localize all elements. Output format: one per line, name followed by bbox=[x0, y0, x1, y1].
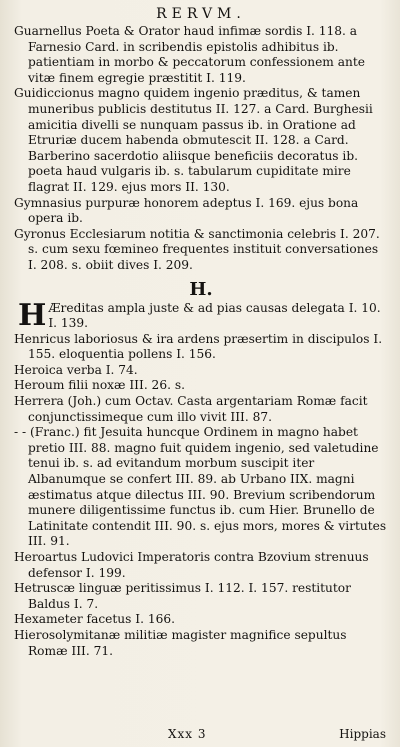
index-entry-first bbox=[14, 297, 388, 333]
index-entry: Gymnasius purpuræ honorem adeptus I. 169. ejus bona opera ib. bbox=[14, 195, 359, 226]
index-entry: Hierosolymitanæ militiæ magister magnifice sepultus Romæ III. 71. bbox=[14, 627, 347, 658]
index-entry-text: Æreditas ampla juste & ad pias causas delegata I. 10. I. 139. bbox=[48, 300, 381, 331]
entries-h-section bbox=[14, 297, 388, 660]
signature-mark: Xxx 3 bbox=[168, 727, 207, 741]
index-entry: Guarnellus Poeta & Orator haud infimæ sordis I. 118. a Farnesio Card. in scribendis epistolis adhibitus ib. patientiam in morbo & peccatorum confessionem ante vitæ finem egregie præstitit I. 119. bbox=[14, 24, 365, 85]
index-entry: Guidiccionus magno quidem ingenio præditus, & tamen muneribus publicis destitutus II. 127. a Card. Burghesii amicitia divelli se nunquam passus ib. in Oratione ad Etruriæ ducem habenda obmutescit II. 128. a Card. Barberino sacerdotio aliisque beneficiis decoratus ib. poeta haud vulgaris ib. s. tabularum cupiditate mire flagrat II. 129. ejus mors II. 130. bbox=[14, 86, 373, 194]
catchword: Hippias bbox=[339, 727, 386, 741]
index-entry: Herrera (Joh.) cum Octav. Casta argentariam Romæ facit conjunctissimeque cum illo vivit III. 87. bbox=[14, 394, 368, 424]
index-entry: Heroica verba I. 74. bbox=[14, 362, 138, 377]
index-entry: Hetruscæ linguæ peritissimus I. 112. I. 157. restitutor Baldus I. 7. bbox=[14, 581, 351, 611]
letter-heading: H. bbox=[189, 278, 213, 300]
drop-capital: H bbox=[18, 297, 47, 333]
running-head: RERVM. bbox=[156, 6, 246, 22]
index-entry: Henricus laboriosus & ira ardens præsertim in discipulos I. 155. eloquentia pollens I. 156. bbox=[14, 331, 383, 362]
index-entry: Heroum filii noxæ III. 26. s. bbox=[14, 378, 185, 393]
index-entry: - - (Franc.) fit Jesuita huncque Ordinem in magno habet pretio III. 88. magno fuit quidem ingenio, sed valetudine tenui ib. s. ad evitandum morbum suscipit iter Albanumque se confert III. 89. ab Urbano IIX. magni æstimatus atque dilectus III. 90. Brevium scribendorum munere diligentissime functus ib. cum Hier. Brunello de Latinitate contendit III. 90. s. ejus mors, mores & virtutes III. 91. bbox=[14, 425, 387, 549]
entries-g-section bbox=[14, 24, 388, 274]
index-entry: Gyronus Ecclesiarum notitia & sanctimonia celebris I. 207. s. cum sexu fœmineo frequentes instituit conversationes I. 208. s. obiit dives I. 209. bbox=[14, 226, 380, 272]
index-entry: Hexameter facetus I. 166. bbox=[14, 612, 175, 627]
index-entry: Heroartus Ludovici Imperatoris contra Bzovium strenuus defensor I. 199. bbox=[14, 550, 369, 580]
